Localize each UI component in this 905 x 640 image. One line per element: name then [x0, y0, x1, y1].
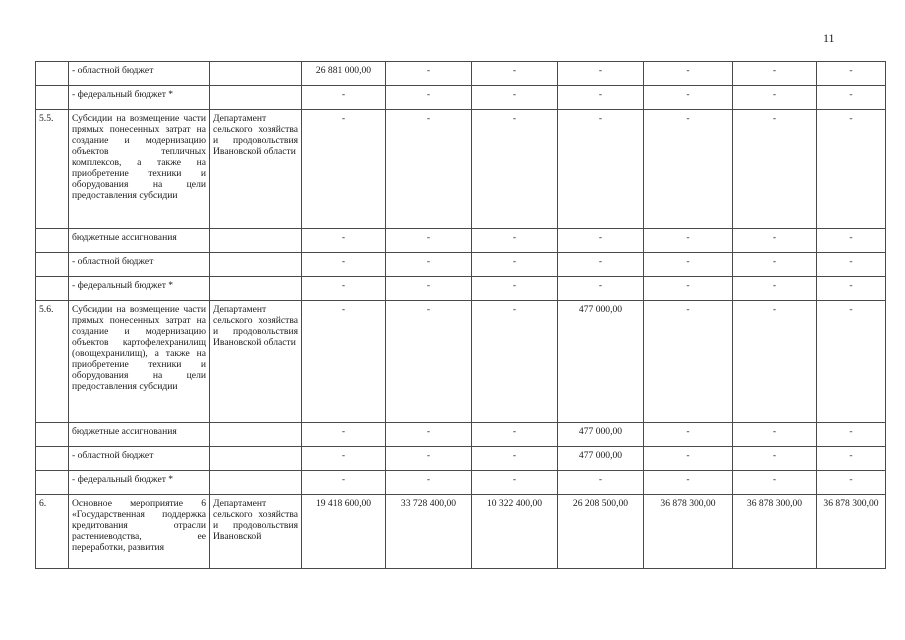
row-code [36, 62, 69, 86]
row-name: Основное мероприятие 6 «Государственная поддержка кредитования отрасли растениеводства, ее переработки, развития [69, 495, 210, 569]
row-value: - [386, 253, 472, 277]
row-code [36, 86, 69, 110]
row-executor [210, 447, 302, 471]
table-row [36, 423, 886, 447]
row-name: Субсидии на возмещение части прямых понесенных затрат на создание и модернизацию объектов картофелехранилищ (овощехранилищ), а также на приобретение техники и оборудования на цели предоставления субсидии [69, 301, 210, 423]
row-value: - [644, 253, 733, 277]
row-executor: Департамент сельского хозяйства и продовольствия Ивановской [210, 495, 302, 569]
row-value: - [733, 86, 817, 110]
row-value: - [644, 62, 733, 86]
row-value: - [817, 62, 886, 86]
row-value: - [472, 277, 558, 301]
table-row [36, 62, 886, 86]
row-value: - [386, 447, 472, 471]
row-value: - [558, 110, 644, 229]
row-name: Субсидии на возмещение части прямых понесенных затрат на создание и модернизацию объектов тепличных комплексов, а также на приобретение техники и оборудования на цели предоставления субсидии [69, 110, 210, 229]
row-value: - [558, 471, 644, 495]
row-value: - [386, 110, 472, 229]
row-value: - [472, 110, 558, 229]
row-value: - [386, 229, 472, 253]
table-row [36, 229, 886, 253]
row-value: - [733, 229, 817, 253]
row-value: - [472, 86, 558, 110]
row-value: - [558, 229, 644, 253]
row-value: 36 878 300,00 [644, 495, 733, 569]
row-value: - [644, 301, 733, 423]
row-value: - [302, 301, 386, 423]
row-name: бюджетные ассигнования [69, 229, 210, 253]
row-executor: Департамент сельского хозяйства и продовольствия Ивановской области [210, 110, 302, 229]
row-value: - [817, 110, 886, 229]
row-value: - [644, 471, 733, 495]
row-value: - [472, 229, 558, 253]
row-value: - [644, 229, 733, 253]
table-row [36, 495, 886, 569]
row-name: - областной бюджет [69, 447, 210, 471]
row-value: - [386, 301, 472, 423]
row-name: - областной бюджет [69, 253, 210, 277]
page-number: 11 [823, 31, 835, 45]
row-value: 477 000,00 [558, 301, 644, 423]
row-value: - [302, 253, 386, 277]
row-value: - [386, 423, 472, 447]
row-value: - [302, 471, 386, 495]
row-value: - [817, 229, 886, 253]
row-value: - [558, 62, 644, 86]
row-executor [210, 86, 302, 110]
row-value: 477 000,00 [558, 447, 644, 471]
row-value: - [558, 253, 644, 277]
row-value: - [558, 277, 644, 301]
row-code [36, 277, 69, 301]
budget-table [35, 61, 886, 569]
row-value: 36 878 300,00 [817, 495, 886, 569]
row-name: - федеральный бюджет * [69, 277, 210, 301]
row-value: - [733, 447, 817, 471]
row-value: - [472, 62, 558, 86]
row-name: - федеральный бюджет * [69, 86, 210, 110]
row-value: - [817, 86, 886, 110]
row-value: - [558, 86, 644, 110]
row-name: - федеральный бюджет * [69, 471, 210, 495]
row-value: - [386, 62, 472, 86]
row-value: - [733, 277, 817, 301]
row-name: бюджетные ассигнования [69, 423, 210, 447]
row-value: 19 418 600,00 [302, 495, 386, 569]
row-value: - [386, 471, 472, 495]
row-value: - [472, 471, 558, 495]
row-value: - [302, 447, 386, 471]
row-value: - [817, 277, 886, 301]
row-code [36, 253, 69, 277]
row-value: - [386, 86, 472, 110]
row-code: 5.6. [36, 301, 69, 423]
row-executor [210, 423, 302, 447]
row-code [36, 423, 69, 447]
row-code [36, 471, 69, 495]
row-code: 5.5. [36, 110, 69, 229]
row-value: - [472, 447, 558, 471]
row-value: - [817, 471, 886, 495]
row-value: - [733, 423, 817, 447]
row-code: 6. [36, 495, 69, 569]
table-row [36, 471, 886, 495]
row-code [36, 447, 69, 471]
table-row [36, 447, 886, 471]
row-executor: Департамент сельского хозяйства и продовольствия Ивановской области [210, 301, 302, 423]
row-value: - [817, 301, 886, 423]
row-value: - [644, 447, 733, 471]
row-code [36, 229, 69, 253]
row-value: - [817, 253, 886, 277]
row-value: 26 881 000,00 [302, 62, 386, 86]
row-value: - [733, 253, 817, 277]
row-value: 477 000,00 [558, 423, 644, 447]
row-value: - [302, 277, 386, 301]
row-value: - [644, 423, 733, 447]
row-value: 26 208 500,00 [558, 495, 644, 569]
row-value: - [302, 229, 386, 253]
row-value: - [733, 110, 817, 229]
row-value: - [733, 301, 817, 423]
row-value: - [733, 471, 817, 495]
row-value: - [302, 423, 386, 447]
row-value: - [386, 277, 472, 301]
row-value: - [733, 62, 817, 86]
row-value: - [817, 447, 886, 471]
row-name: - областной бюджет [69, 62, 210, 86]
row-value: - [472, 301, 558, 423]
row-value: - [302, 110, 386, 229]
table-row [36, 86, 886, 110]
row-executor [210, 229, 302, 253]
row-value: 33 728 400,00 [386, 495, 472, 569]
table-row [36, 277, 886, 301]
row-executor [210, 471, 302, 495]
row-value: - [644, 277, 733, 301]
row-executor [210, 253, 302, 277]
row-value: - [472, 423, 558, 447]
row-value: - [817, 423, 886, 447]
table-row [36, 301, 886, 423]
row-executor [210, 62, 302, 86]
row-value: - [644, 110, 733, 229]
row-value: - [644, 86, 733, 110]
row-value: - [302, 86, 386, 110]
row-value: 10 322 400,00 [472, 495, 558, 569]
row-executor [210, 277, 302, 301]
row-value: 36 878 300,00 [733, 495, 817, 569]
table-row [36, 110, 886, 229]
row-value: - [472, 253, 558, 277]
table-row [36, 253, 886, 277]
